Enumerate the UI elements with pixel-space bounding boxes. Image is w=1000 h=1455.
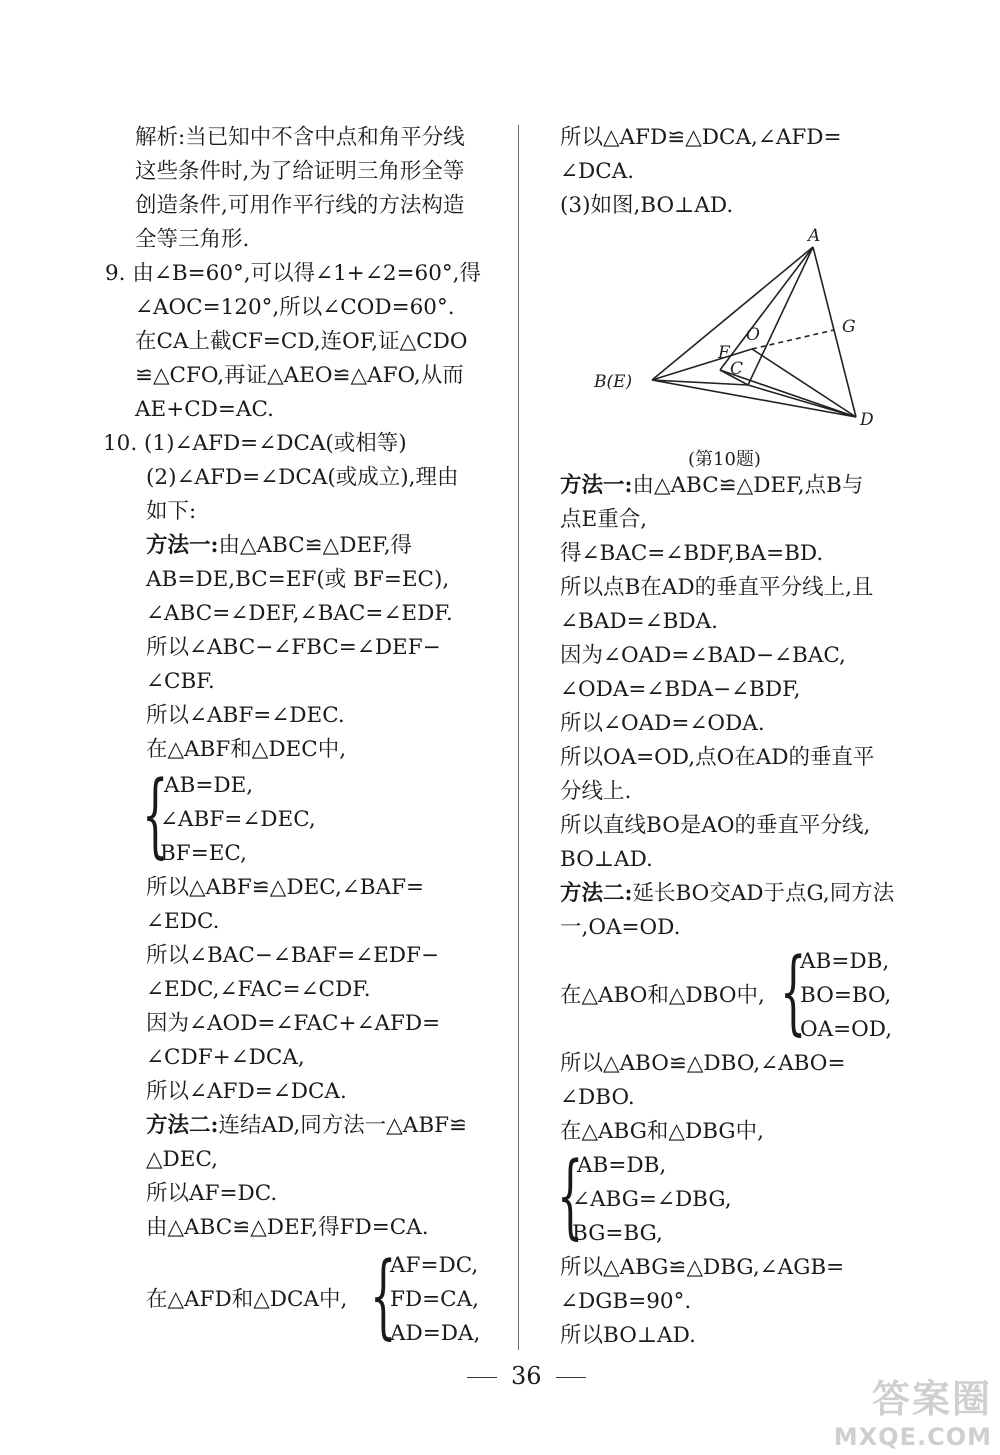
text-line: 所以∠ABF=∠DEC. [146, 703, 345, 728]
label-F: F [718, 343, 730, 363]
text-line: 分线上. [560, 779, 632, 804]
method-line [146, 1115, 467, 1137]
text-segment: 由△ABC≌△DEF,点B与 [632, 473, 864, 498]
text-line: ∠ABC=∠DEF,∠BAC=∠EDF. [146, 601, 453, 626]
text-line: 如下: [146, 499, 197, 524]
text-line: 因为∠AOD=∠FAC+∠AFD= [146, 1011, 441, 1036]
text-line: 所以AF=DC. [146, 1181, 278, 1206]
text-line: 由△ABC≌△DEF,得FD=CA. [146, 1215, 429, 1240]
label-O: O [746, 325, 760, 345]
text-line: BF=EC, [160, 841, 247, 866]
text-line: 解析:当已知中不含中点和角平分线 [135, 125, 465, 150]
label-D: D [860, 410, 874, 430]
method-line [560, 883, 894, 905]
text-line: 10. (1)∠AFD=∠DCA(或相等) [103, 431, 407, 456]
dashed-OG [752, 330, 834, 349]
method-line [560, 475, 863, 497]
text-line: (3)如图,BO⊥AD. [560, 193, 734, 218]
edge-AF [720, 247, 813, 370]
text-line: 在△ABF和△DEC中, [146, 737, 347, 762]
text-line: 9. 由∠B=60°,可以得∠1+∠2=60°,得 [105, 261, 481, 286]
label-C: C [730, 359, 744, 379]
text-segment: 连结AD,同方法一△ABF≌ [218, 1113, 468, 1138]
text-line: 所以△ABF≌△DEC,∠BAF= [146, 875, 425, 900]
text-line: AB=DE,BC=EF(或 BF=EC), [146, 567, 450, 592]
brace-icon: { [780, 938, 807, 1045]
text-line: 所以∠OAD=∠ODA. [560, 711, 765, 736]
page-number-text: 36 [511, 1362, 542, 1390]
text-line: (2)∠AFD=∠DCA(或成立),理由 [146, 465, 459, 490]
page-number [453, 1362, 600, 1390]
text-line: 全等三角形. [135, 227, 250, 252]
text-line: ∠ABG=∠DBG, [572, 1187, 732, 1212]
method-label: 方法一: [146, 533, 219, 558]
text-line: 所以BO⊥AD. [560, 1323, 696, 1348]
text-line: 在△ABO和△DBO中, [560, 983, 765, 1008]
text-segment: 由△ABC≌△DEF,得 [218, 533, 413, 558]
text-line: ∠DGB=90°. [560, 1289, 692, 1314]
method-label: 方法二: [560, 881, 633, 906]
text-line: AB=DB, [800, 949, 890, 974]
edge-AC [748, 247, 813, 385]
text-line: ∠CBF. [146, 669, 215, 694]
dash-right [556, 1377, 586, 1378]
brace-icon: { [370, 1242, 397, 1349]
text-line: 所以△ABO≌△DBO,∠ABO= [560, 1051, 846, 1076]
text-line: ∠EDC. [146, 909, 220, 934]
text-line: 所以△ABG≌△DBG,∠AGB= [560, 1255, 845, 1280]
text-line: 所以∠BAC−∠BAF=∠EDF− [146, 943, 439, 968]
method-label: 方法一: [560, 473, 633, 498]
label-B: B(E) [594, 372, 633, 392]
label-G: G [842, 317, 856, 337]
text-line: AF=DC, [390, 1253, 479, 1278]
text-line: 点E重合, [560, 507, 648, 532]
edge-BD [652, 380, 856, 417]
text-line: ∠DCA. [560, 159, 635, 184]
text-line: AB=DB, [577, 1153, 667, 1178]
watermark-logo [834, 1368, 992, 1451]
dash-left [467, 1377, 497, 1378]
text-line: 一,OA=OD. [560, 915, 681, 940]
text-line: 因为∠OAD=∠BAD−∠BAC, [560, 643, 846, 668]
text-line: ∠BAD=∠BDA. [560, 609, 719, 634]
watermark-bottom: MXQE.COM [833, 1423, 992, 1451]
text-line: BO=BO, [800, 983, 892, 1008]
brace-icon: { [142, 761, 169, 868]
column-divider [518, 125, 519, 1350]
text-line: 在△AFD和△DCA中, [146, 1287, 348, 1312]
brace-icon: { [557, 1142, 584, 1249]
text-line: ∠AOC=120°,所以∠COD=60°. [135, 295, 455, 320]
text-line: 所以△AFD≌△DCA,∠AFD= [560, 125, 842, 150]
text-line: ≌△CFO,再证△AEO≌△AFO,从而 [135, 363, 464, 388]
text-line: ∠CDF+∠DCA, [146, 1045, 305, 1070]
text-line: 创造条件,可用作平行线的方法构造 [135, 193, 465, 218]
text-line: ∠EDC,∠FAC=∠CDF. [146, 977, 371, 1002]
text-line: 这些条件时,为了给证明三角形全等 [135, 159, 465, 184]
text-line: OA=OD, [800, 1017, 893, 1042]
text-line: ∠ABF=∠DEC, [160, 807, 316, 832]
text-line: FD=CA, [390, 1287, 479, 1312]
text-line: AB=DE, [164, 773, 254, 798]
text-line: ∠DBO. [560, 1085, 635, 1110]
text-line: AD=DA, [390, 1321, 481, 1346]
text-line: BO⊥AD. [560, 847, 653, 872]
geometry-figure [580, 222, 900, 437]
text-line: 在△ABG和△DBG中, [560, 1119, 764, 1144]
text-line: AE+CD=AC. [135, 397, 274, 422]
label-A: A [808, 226, 821, 246]
text-line: △DEC, [146, 1147, 218, 1172]
text-line: BG=BG, [572, 1221, 663, 1246]
method-label: 方法二: [146, 1113, 219, 1138]
watermark-top: 答案圈 [871, 1377, 992, 1421]
text-segment: 延长BO交AD于点G,同方法 [632, 881, 895, 906]
text-line: 所以∠ABC−∠FBC=∠DEF− [146, 635, 441, 660]
text-line: 所以点B在AD的垂直平分线上,且 [560, 575, 874, 600]
text-line: 得∠BAC=∠BDF,BA=BD. [560, 541, 824, 566]
text-line: 在CA上截CF=CD,连OF,证△CDO [135, 329, 468, 354]
text-line: 所以∠AFD=∠DCA. [146, 1079, 347, 1104]
text-line: ∠ODA=∠BDA−∠BDF, [560, 677, 801, 702]
text-line: 所以直线BO是AO的垂直平分线, [560, 813, 871, 838]
method-line [146, 535, 412, 557]
text-line: 所以OA=OD,点O在AD的垂直平 [560, 745, 875, 770]
figure-caption: (第10题) [688, 449, 761, 470]
